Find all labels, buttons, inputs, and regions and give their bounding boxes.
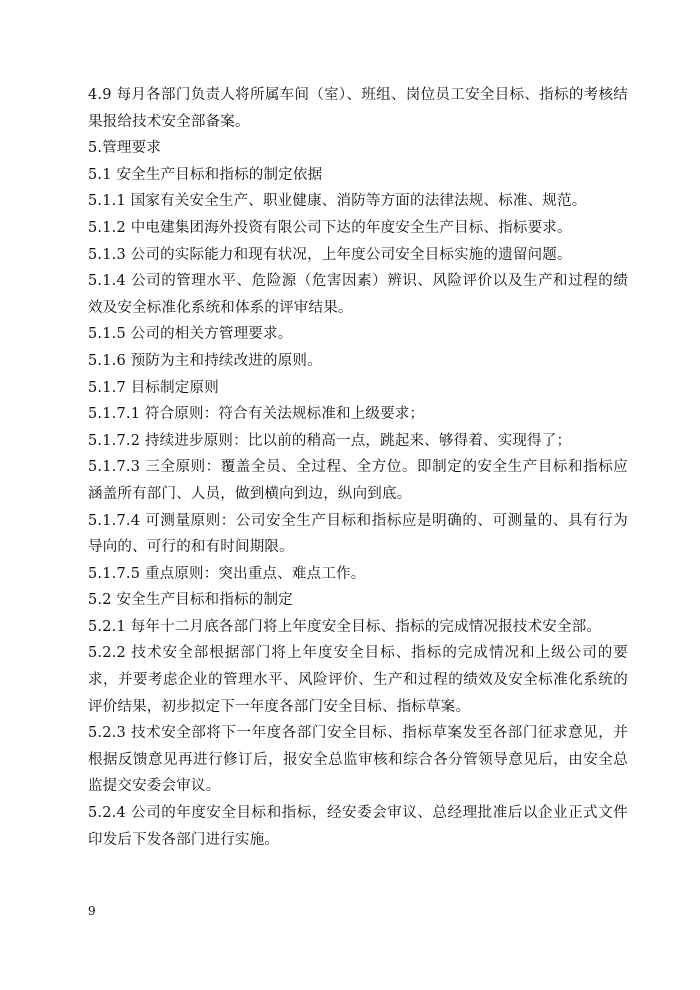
page-number: 9: [88, 904, 96, 918]
paragraph-5-1-7-4: 5.1.7.4 可测量原则：公司安全生产目标和指标应是明确的、可测量的、具有行为导向的、可行的和有时间期限。: [88, 512, 628, 556]
paragraph-5-1-5: 5.1.5 公司的相关方管理要求。: [88, 326, 293, 343]
paragraph-5-2-2: 5.2.2 技术安全部根据部门将上年度安全目标、指标的完成情况和上级公司的要求，并要考虑企业的管理水平、风险评价、生产和过程的绩效及安全标准化系统的评价结果，初步拟定下一年度各部门安全目标、指标草案。: [88, 645, 628, 715]
paragraph-5-1-1: 5.1.1 国家有关安全生产、职业健康、消防等方面的法律法规、标准、规范。: [88, 193, 587, 210]
paragraph-5-2-3: 5.2.3 技术安全部将下一年度各部门安全目标、指标草案发至各部门征求意见，并根据反馈意见再进行修订后，报安全总监审核和综合各分管领导意见后，由安全总监提交安委会审议。: [88, 725, 628, 795]
heading-5-1-7: 5.1.7 目标制定原则: [88, 379, 219, 396]
paragraph-5-1-3: 5.1.3 公司的实际能力和现有状况，上年度公司安全目标实施的遗留问题。: [88, 246, 572, 263]
paragraph-5-2-1: 5.2.1 每年十二月底各部门将上年度安全目标、指标的完成情况报技术安全部。: [88, 618, 602, 635]
paragraph-5-1-2: 5.1.2 中电建集团海外投资有限公司下达的年度安全生产目标、指标要求。: [88, 219, 572, 236]
paragraph-5-1-6: 5.1.6 预防为主和持续改进的原则。: [88, 352, 322, 369]
paragraph-5-1-4: 5.1.4 公司的管理水平、危险源（危害因素）辨识、风险评价以及生产和过程的绩效及安全标准化系统和体系的评审结果。: [88, 273, 628, 316]
section-heading-5: 5.管理要求: [88, 140, 162, 157]
paragraph-5-1-7-2: 5.1.7.2 持续进步原则：比以前的稍高一点，跳起来、够得着、实现得了；: [88, 432, 572, 449]
paragraph-5-1-7-1: 5.1.7.1 符合原则：符合有关法规标准和上级要求；: [88, 406, 425, 423]
paragraph-5-2-4: 5.2.4 公司的年度安全目标和指标，经安委会审议、总经理批准后以企业正式文件印发后下发各部门进行实施。: [88, 805, 628, 848]
page-body: [88, 82, 628, 853]
heading-5-2: 5.2 安全生产目标和指标的制定: [88, 592, 293, 609]
paragraph-5-1-7-5: 5.1.7.5 重点原则：突出重点、难点工作。: [88, 565, 366, 582]
paragraph-4-9: 4.9 每月各部门负责人将所属车间（室）、班组、岗位员工安全目标、指标的考核结果报给技术安全部备案。: [88, 87, 628, 130]
paragraph-5-1-7-3: 5.1.7.3 三全原则：覆盖全员、全过程、全方位。即制定的安全生产目标和指标应涵盖所有部门、人员，做到横向到边，纵向到底。: [88, 459, 628, 502]
heading-5-1: 5.1 安全生产目标和指标的制定依据: [88, 166, 323, 183]
